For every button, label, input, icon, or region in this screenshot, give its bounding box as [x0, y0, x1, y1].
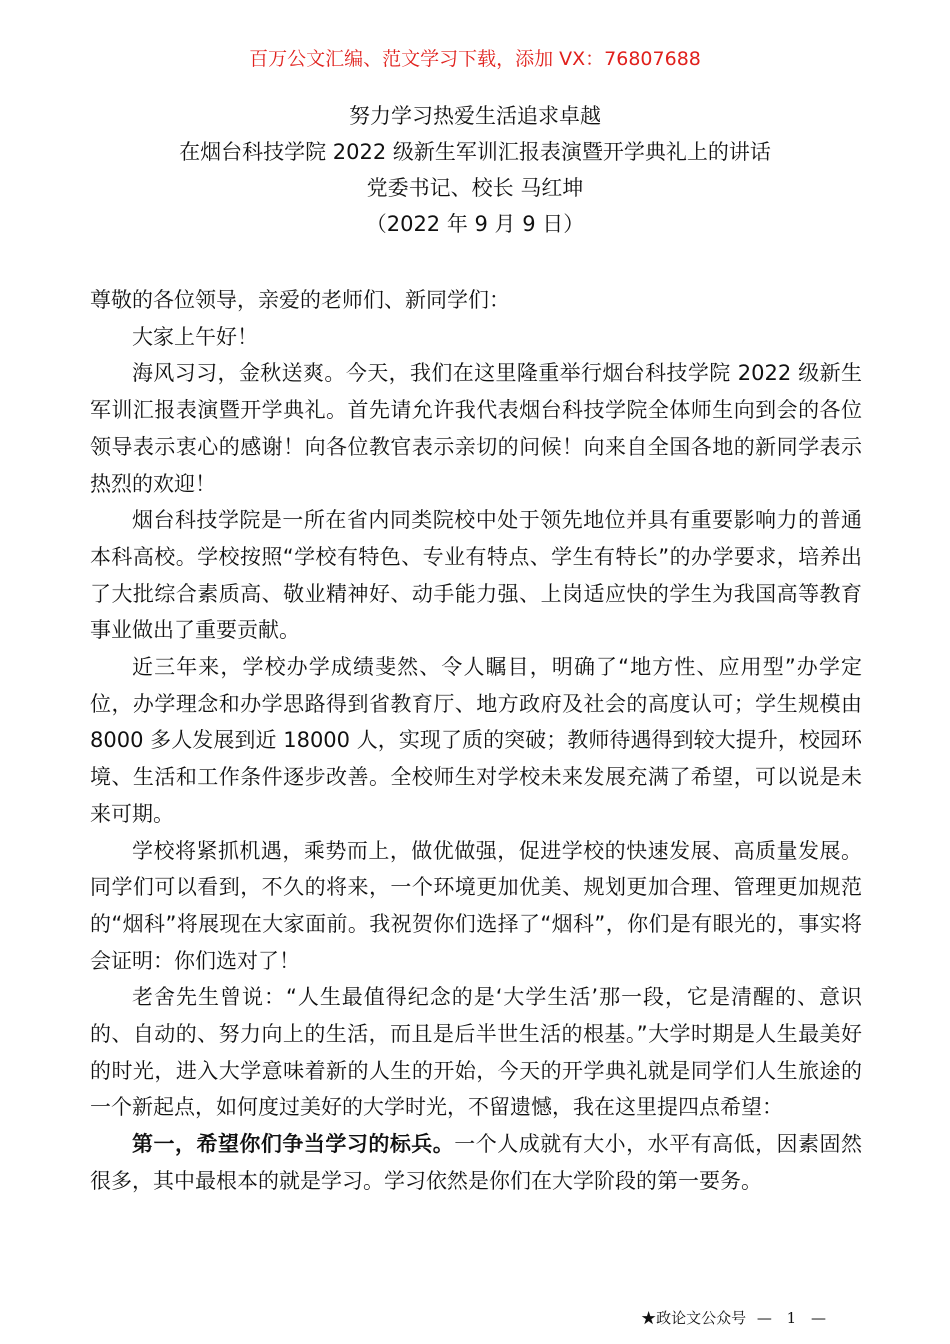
- speech-author: 党委书记、校长 马红坤: [366, 176, 584, 200]
- footer-label: ★政论文公众号: [641, 1309, 747, 1327]
- page-number: 1: [786, 1309, 797, 1327]
- speech-subtitle: 在烟台科技学院 2022 级新生军训汇报表演暨开学典礼上的讲话: [179, 140, 771, 164]
- download-banner: 百万公文汇编、范文学习下载，添加 VX：76807688: [249, 48, 701, 70]
- paragraph-quote: 老舍先生曾说：“人生最值得纪念的是‘大学生活’那一段，它是清醒的、意识的、自动的、努力向上的生活，而且是后半世生活的根基。”大学时期是人生最美好的时光，进入大学意味着新的人生的开始，今天的开学典礼就是同学们人生旅途的一个新起点，如何度过美好的大学时光，不留遗憾，我在这里提四点希望：: [90, 985, 862, 1120]
- paragraph-achievements: 近三年来，学校办学成绩斐然、令人瞩目，明确了“地方性、应用型”办学定位，办学理念和办学思路得到省教育厅、地方政府及社会的高度认可；学生规模由 8000 多人发展到近 18000 人，实现了质的突破；教师待遇得到较大提升，校园环境、生活和工作条件逐步改善。全校师生对学校未来发展充满了希望，可以说是未来可期。: [90, 655, 862, 826]
- paragraph-opening: 海风习习，金秋送爽。今天，我们在这里隆重举行烟台科技学院 2022 级新生军训汇报表演暨开学典礼。首先请允许我代表烟台科技学院全体师生向到会的各位领导表示衷心的感谢！向各位教官表示亲切的问候！向来自全国各地的新同学表示热烈的欢迎！: [90, 361, 862, 496]
- page-footer: [641, 1308, 832, 1328]
- paragraph-school-intro: 烟台科技学院是一所在省内同类院校中处于领先地位并具有重要影响力的普通本科高校。学校按照“学校有特色、专业有特点、学生有特长”的办学要求，培养出了大批综合素质高、敬业精神好、动手能力强、上岗适应快的学生为我国高等教育事业做出了重要贡献。: [90, 508, 862, 643]
- paragraph-greeting: 大家上午好！: [132, 324, 258, 349]
- salutation: 尊敬的各位领导，亲爱的老师们、新同学们：: [90, 288, 510, 312]
- first-hope-heading: 第一，希望你们争当学习的标兵。: [132, 1132, 455, 1157]
- footer-dash-left: —: [756, 1309, 772, 1327]
- speech-title: 努力学习热爱生活追求卓越: [349, 104, 601, 128]
- speech-body: [90, 282, 862, 1200]
- speech-date: （2022 年 9 月 9 日）: [365, 212, 585, 236]
- paragraph-future: 学校将紧抓机遇，乘势而上，做优做强，促进学校的快速发展、高质量发展。同学们可以看到，不久的将来，一个环境更加优美、规划更加合理、管理更加规范的“烟科”将展现在大家面前。我祝贺你们选择了“烟科”，你们是有眼光的，事实将会证明：你们选对了！: [90, 838, 862, 973]
- first-hope-text: 一个人成就有大小，水平有高低，因素固然很多，其中最根本的就是学习。学习依然是你们在大学阶段的第一要务。: [90, 1132, 863, 1193]
- paragraph-first-hope: [90, 1126, 862, 1199]
- footer-dash-right: —: [811, 1309, 826, 1327]
- title-block: [0, 98, 950, 242]
